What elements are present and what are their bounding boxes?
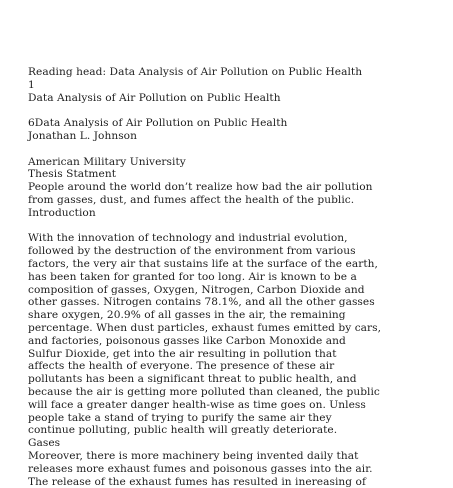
- title-line: 6Data Analysis of Air Pollution on Public Health: [28, 117, 444, 130]
- introduction-line: composition of gasses, Oxygen, Nitrogen, Carbon Dioxide and: [28, 284, 444, 297]
- gases-line: The release of the exhaust fumes has resulted in inereasing of: [28, 476, 444, 488]
- spacer: [28, 104, 444, 117]
- introduction-line: and factories, poisonous gasses like Carbon Monoxide and: [28, 335, 444, 348]
- introduction-line: With the innovation of technology and industrial evolution,: [28, 232, 444, 245]
- header-title: Data Analysis of Air Pollution on Public Health: [28, 92, 444, 105]
- introduction-line: will face a greater danger health-wise as time goes on. Unless: [28, 399, 444, 412]
- introduction-line: Sulfur Dioxide, get into the air resulting in pollution that: [28, 348, 444, 361]
- thesis-heading: Thesis Statment: [28, 168, 444, 181]
- introduction-line: pollutants has been a significant threat to public health, and: [28, 373, 444, 386]
- thesis-line: People around the world don’t realize how bad the air pollution: [28, 181, 444, 194]
- thesis-line: from gasses, dust, and fumes affect the health of the public.: [28, 194, 444, 207]
- gases-heading: Gases: [28, 437, 444, 450]
- introduction-line: people take a stand of trying to purify the same air they: [28, 412, 444, 425]
- page-number: 1: [28, 79, 444, 92]
- spacer: [28, 143, 444, 156]
- introduction-line: factors, the very air that sustains life at the surface of the earth,: [28, 258, 444, 271]
- running-head: Reading head: Data Analysis of Air Pollution on Public Health: [28, 66, 444, 79]
- introduction-heading: Introduction: [28, 207, 444, 220]
- introduction-line: continue polluting, public health will greatly deteriorate.: [28, 424, 444, 437]
- introduction-line: has been taken for granted for too long. Air is known to be a: [28, 271, 444, 284]
- gases-line: releases more exhaust fumes and poisonous gasses into the air.: [28, 463, 444, 476]
- introduction-line: percentage. When dust particles, exhaust fumes emitted by cars,: [28, 322, 444, 335]
- introduction-line: share oxygen, 20.9% of all gasses in the air, the remaining: [28, 309, 444, 322]
- gases-line: Moreover, there is more machinery being invented daily that: [28, 450, 444, 463]
- introduction-line: other gasses. Nitrogen contains 78.1%, and all the other gasses: [28, 296, 444, 309]
- spacer: [28, 220, 444, 233]
- author-name: Jonathan L. Johnson: [28, 130, 444, 143]
- document-body: [28, 66, 444, 488]
- institution-name: American Military University: [28, 156, 444, 169]
- introduction-line: affects the health of everyone. The presence of these air: [28, 360, 444, 373]
- introduction-line: because the air is getting more polluted than cleaned, the public: [28, 386, 444, 399]
- introduction-line: followed by the destruction of the environment from various: [28, 245, 444, 258]
